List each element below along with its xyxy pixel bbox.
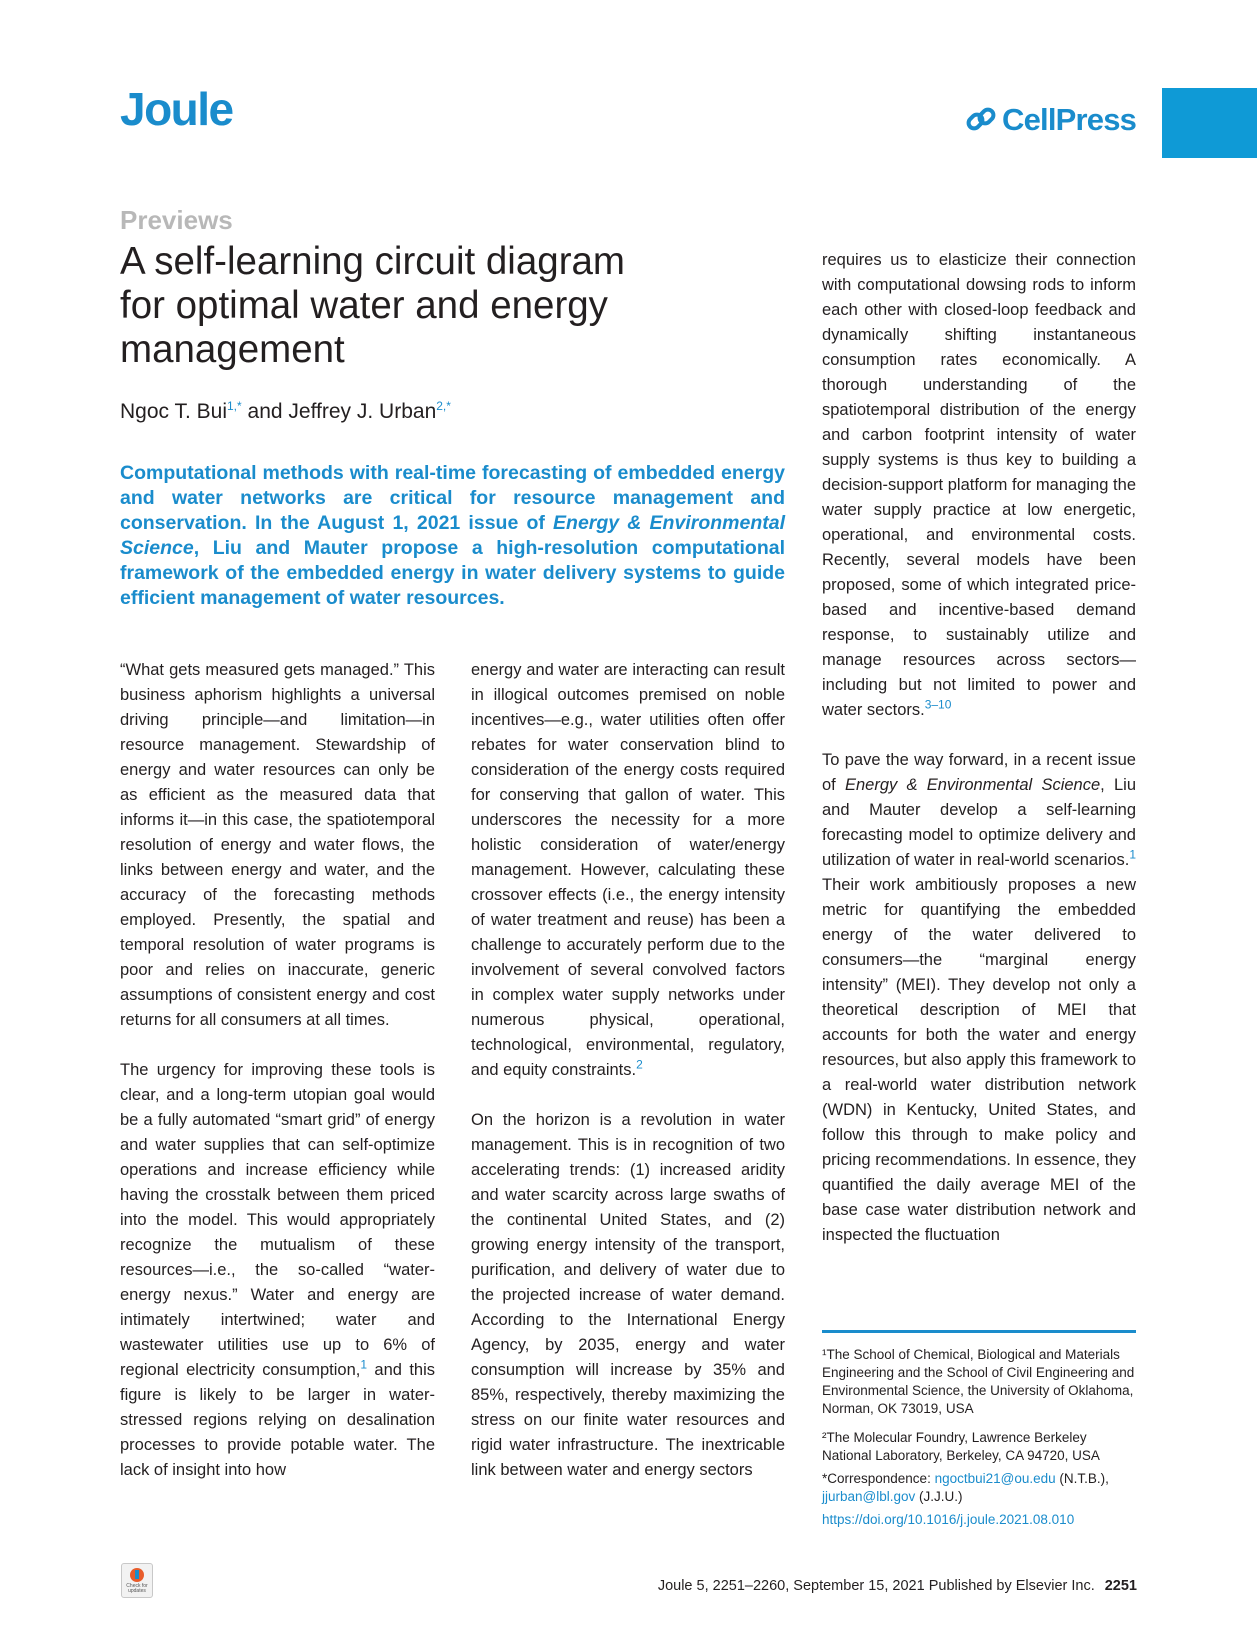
affiliation-divider — [822, 1330, 1136, 1333]
publisher-logo — [966, 104, 1136, 135]
body-paragraph: On the horizon is a revolution in water management. This is in recognition of two accelerating trends: (1) increased aridity and water scarcity across large swaths of the continental United States, and (2) growing energy intensity of the transport, purification, and delivery of water due to the projected increase of water demand. According to the International Energy Agency, by 2035, energy and water consumption will increase by 35% and 85%, respectively, thereby maximizing the stress on our finite water resources and rigid water infrastructure. The inextricable link between water and energy sectors — [471, 1111, 785, 1479]
body-column-2 — [471, 658, 785, 1508]
body-column-1 — [120, 658, 435, 1508]
abstract-journal-name: Energy & Environmental Science — [120, 512, 785, 559]
page-number: 2251 — [1104, 1578, 1137, 1594]
body-paragraph — [822, 248, 1136, 723]
citation-line: Joule 5, 2251–2260, September 15, 2021 Published by Elsevier Inc. — [657, 1578, 1095, 1594]
body-paragraph — [471, 658, 785, 1083]
affiliation-1: ¹The School of Chemical, Biological and Materials Engineering and the School of Civil Engineering and Environmental Science, the University of Oklahoma, Norman, OK 73019, USA — [822, 1347, 1135, 1416]
abstract-text: , Liu and Mauter propose a high-resolution computational framework of the embedded energy in water delivery systems to guide efficient management of water resources. — [120, 537, 785, 609]
paragraph-text: requires us to elasticize their connection with computational dowsing rods to inform each other with closed-loop feedback and dynamically shifting instantaneous consumption rates economically. A thorough understanding of the spatiotemporal distribution of the energy and carbon footprint intensity of water supply systems is thus key to building a decision-support platform for managing the water supply practice at low energetic, operational, and environmental costs. Recently, several models have been proposed, some of which integrated price-based and incentive-based demand response, to sustainably utilize and manage resources across sectors—including but not limited to power and water sectors. — [822, 251, 1136, 719]
email-link[interactable]: ngoctbui21@ou.edu — [934, 1471, 1056, 1486]
author-separator: and — [241, 400, 289, 423]
crossmark-badge[interactable] — [121, 1563, 153, 1598]
citation-marker[interactable]: 3–10 — [924, 697, 952, 712]
author-line — [120, 398, 451, 426]
author-name: Jeffrey J. Urban — [288, 400, 437, 423]
body-paragraph — [120, 1058, 435, 1483]
body-column-3 — [822, 248, 1136, 1273]
email-link[interactable]: jjurban@lbl.gov — [822, 1489, 916, 1504]
cellpress-link-icon — [966, 105, 996, 135]
paragraph-text: To pave the way forward, in a recent issue of — [822, 751, 1136, 794]
affiliation-marker[interactable]: 2,* — [436, 399, 451, 413]
paragraph-text: , Liu and Mauter develop a self-learning forecasting model to optimize delivery and utilization of water in real-world scenarios. — [822, 776, 1136, 869]
header-color-tab — [1162, 88, 1257, 158]
doi-link[interactable]: https://doi.org/10.1016/j.joule.2021.08.010 — [822, 1512, 1075, 1527]
publisher-name: CellPress — [1002, 102, 1137, 137]
body-paragraph: “What gets measured gets managed.” This business aphorism highlights a universal driving principle—and limitation—in resource management. Stewardship of energy and water resources can only be as efficient as the measured data that informs it—in this case, the spatiotemporal resolution of energy and water flows, the links between energy and water, and the accuracy of the forecasting methods employed. Presently, the spatial and temporal resolution of water programs is poor and relies on inaccurate, generic assumptions of consistent energy and cost returns for all consumers at all times. — [120, 661, 435, 1029]
body-paragraph — [822, 748, 1136, 1248]
abstract — [120, 461, 785, 611]
paragraph-text: and this figure is likely to be larger in water-stressed regions relying on desalination processes to provide potable water. The lack of insight into how — [120, 1361, 435, 1479]
affiliation-marker[interactable]: 1,* — [227, 399, 242, 413]
affiliation-2: ²The Molecular Foundry, Lawrence Berkeley National Laboratory, Berkeley, CA 94720, USA — [822, 1430, 1100, 1463]
correspondence-label: *Correspondence: — [822, 1471, 935, 1486]
crossmark-label: Check for updates — [126, 1582, 148, 1594]
crossmark-icon — [130, 1568, 144, 1582]
citation-marker[interactable]: 1 — [360, 1357, 368, 1372]
journal-logo: Joule — [120, 83, 233, 135]
section-label: Previews — [120, 205, 233, 235]
citation-marker[interactable]: 2 — [636, 1057, 643, 1072]
article-title: A self-learning circuit diagram for optimal water and energy management — [120, 240, 625, 371]
paragraph-text: Their work ambitiously proposes a new metric for quantifying the embedded energy of the water delivered to consumers—the “marginal energy intensity” (MEI). They develop not only a theoretical description of MEI that accounts for both the water and energy resources, but also apply this framework to a real-world water distribution network (WDN) in Kentucky, United States, and follow this through to make policy and pricing recommendations. In essence, they quantified the daily average MEI of the base case water distribution network and inspected the fluctuation — [822, 876, 1136, 1244]
paragraph-text: energy and water are interacting can result in illogical outcomes premised on noble incentives—e.g., water utilities often offer rebates for water conservation blind to consideration of the energy costs required for conserving that gallon of water. This underscores the necessity for a more holistic consideration of water/energy management. However, calculating these crossover effects (i.e., the energy intensity of water treatment and reuse) has been a challenge to accurately perform due to the involvement of several convolved factors in complex water supply networks under numerous physical, operational, technological, environmental, regulatory, and equity constraints. — [471, 661, 785, 1079]
correspondence — [822, 1470, 1136, 1506]
journal-name-italic: Energy & Environmental Science — [845, 776, 1101, 794]
email-note: (N.T.B.), — [1055, 1471, 1109, 1486]
author-name: Ngoc T. Bui — [120, 400, 227, 423]
abstract-text: Computational methods with real-time forecasting of embedded energy and water networks are critical for resource management and conservation. In the August 1, 2021 issue of — [120, 462, 785, 534]
citation-marker[interactable]: 1 — [1129, 847, 1136, 862]
paragraph-text: The urgency for improving these tools is clear, and a long-term utopian goal would be a fully automated “smart grid” of energy and water supplies that can self-optimize operations and increase efficiency while having the crosstalk between them priced into the model. This would appropriately recognize the mutualism of these resources—i.e., the so-called “water-energy nexus.” Water and energy are intimately intertwined; water and wastewater utilities use up to 6% of regional electricity consumption, — [120, 1061, 435, 1379]
email-note: (J.J.U.) — [915, 1489, 963, 1504]
page-footer — [658, 1577, 1137, 1595]
